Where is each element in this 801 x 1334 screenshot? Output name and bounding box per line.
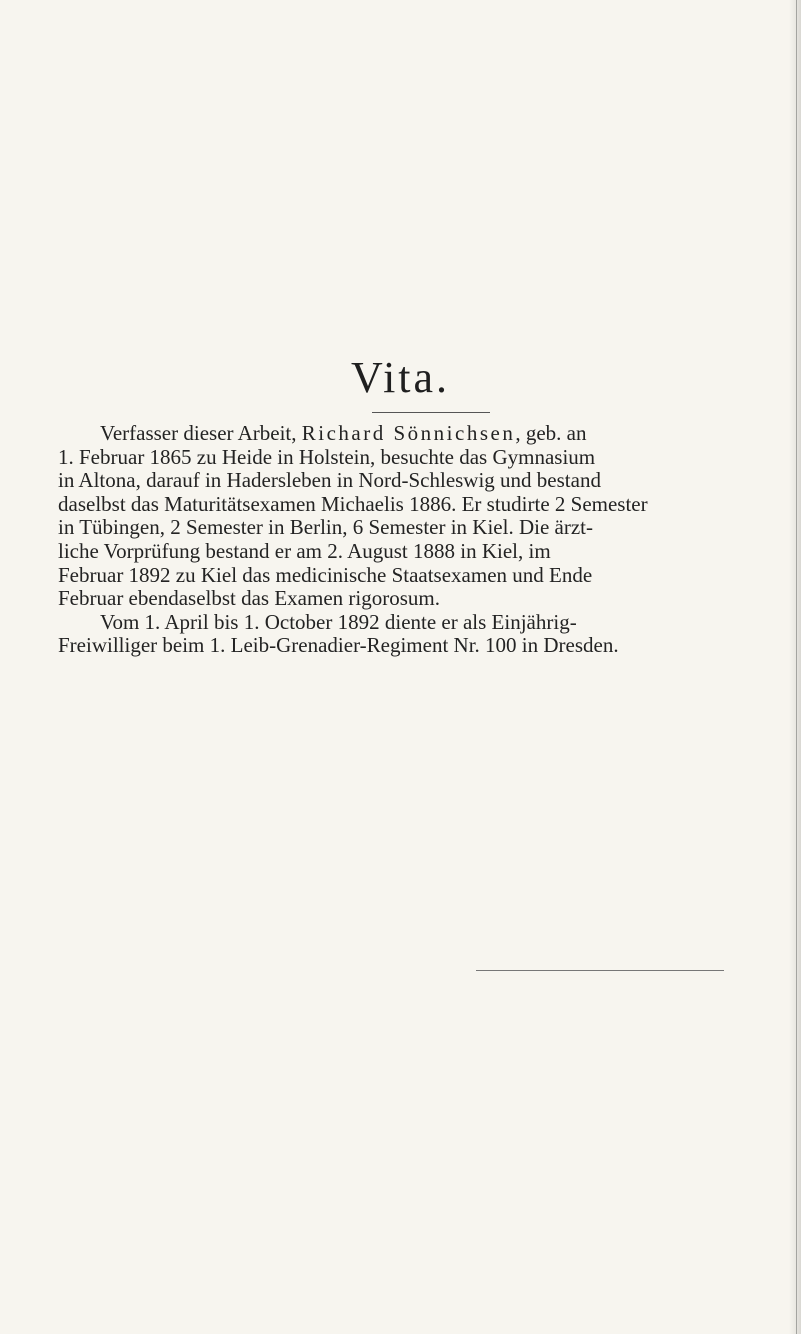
author-name: Richard Sönnichsen: [301, 421, 516, 445]
text-line: [58, 422, 801, 446]
title-divider: [372, 412, 490, 413]
text-line: in Tübingen, 2 Semester in Berlin, 6 Semester in Kiel. Die ärzt-: [58, 515, 593, 540]
text-line: Februar ebendaselbst das Examen rigorosum.: [58, 586, 440, 611]
text-run: Verfasser dieser Arbeit,: [100, 421, 302, 445]
text-line: Vom 1. April bis 1. October 1892 diente er als Einjährig-: [100, 609, 577, 634]
document-title: Vita.: [350, 353, 451, 402]
text-line: in Altona, darauf in Hadersleben in Nord-Schleswig und bestand: [58, 468, 601, 493]
vita-body: [58, 422, 801, 658]
text-line: 1. Februar 1865 zu Heide in Holstein, besuchte das Gymnasium: [58, 444, 596, 469]
text-line: liche Vorprüfung bestand er am 2. August 1888 in Kiel, im: [58, 538, 551, 563]
text-run: , geb. an: [515, 421, 587, 445]
scan-edge-line: [796, 0, 797, 1334]
text-line: Freiwilliger beim 1. Leib-Grenadier-Regiment Nr. 100 in Dresden.: [58, 633, 619, 658]
text-line: Februar 1892 zu Kiel das medicinische Staatsexamen und Ende: [58, 562, 593, 587]
closing-rule: [476, 970, 724, 971]
text-line: daselbst das Maturitätsexamen Michaelis 1886. Er studirte 2 Semester: [58, 491, 648, 516]
scan-edge-shadow: [789, 0, 801, 1334]
